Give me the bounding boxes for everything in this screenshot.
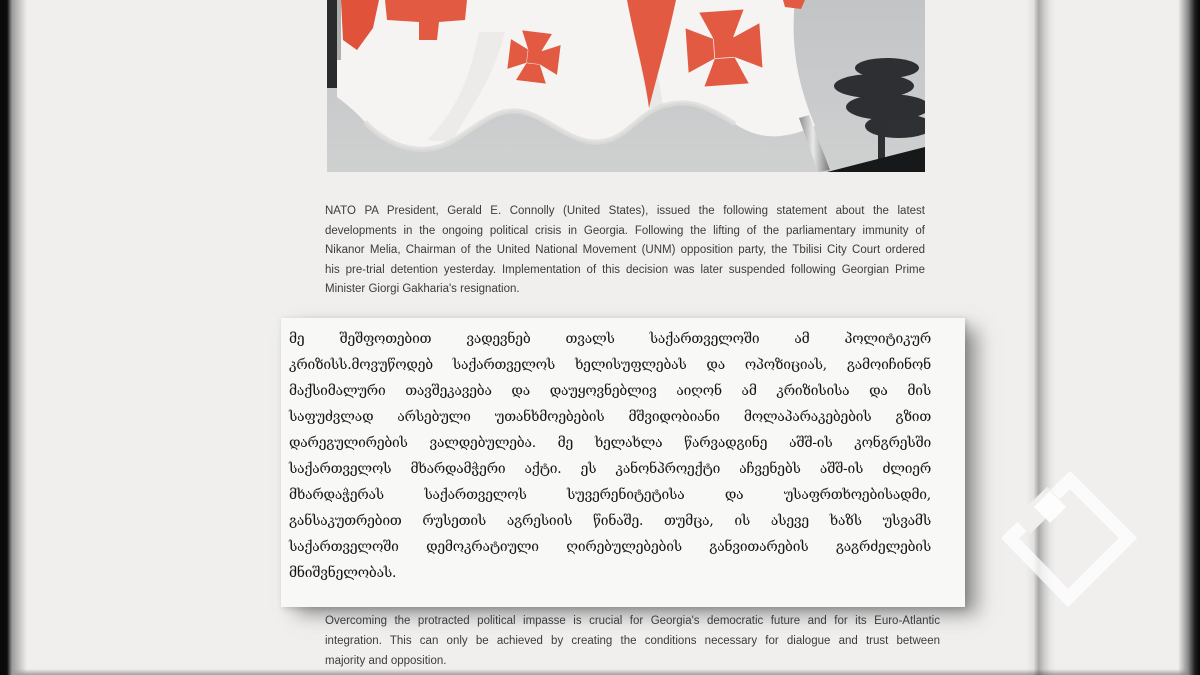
footer-line: integration. This can only be achieved by creating the conditions necessary for dialogue and trust between [325,635,940,647]
statement-line: განსაკუთრებით რუსეთის აგრესიის წინაშე. თუმცა, ის ასევე ხაზს უსვამს [289,513,931,529]
statement-line: დარეგულირების ვალდებულება. მე ხელახლა წარვადგინე აშშ-ის კონგრესში [289,435,931,451]
footer-line: Overcoming the protracted political impasse is crucial for Georgia's democratic future and for its Euro-Atlantic [325,615,940,627]
caption-line: Minister Giorgi Gakharia's resignation. [325,283,520,295]
photo-edge-dark-fade [337,0,341,60]
caption-line: NATO PA President, Gerald E. Connolly (United States), issued the following statement about the latest [325,205,925,217]
caption-line: Nikanor Melia, Chairman of the United National Movement (UNM) opposition party, the Tbilisi City Court ordered [325,244,925,256]
statement-line: საფუძვლად არსებული უთანხმოებების მშვიდობიანი მოლაპარაკებების გზით [289,409,931,425]
screen-edge-left [0,0,30,675]
statement-line: მაქსიმალური თავშეკავება და დაუყოვნებლივ აიღონ ამ კრიზისისა და მის [289,383,931,399]
photo-edge-dark-strip [327,0,337,88]
georgian-statement-card [281,318,965,607]
statement-line: მხარდაჭერას საქართველოს სუვერენიტეტისა და უსაფრთხოებისადმი, [289,487,931,503]
screen-edge-bottom [0,669,1200,675]
statement-line: კრიზისს.მოვუწოდებ საქართველოს ხელისუფლებას და ოპოზიციას, გამოიჩინონ [289,357,931,373]
statement-line: მე შეშფოთებით ვადევნებ თვალს საქართველოში ამ პოლიტიკურ [289,331,931,347]
flag-photo-graphic [327,0,925,172]
statement-line: საქართველოში დემოკრატიული ღირებულებების განვითარების გაგრძელების [289,539,931,555]
channel-logo-watermark [1002,472,1138,608]
caption-line: his pre-trial detention yesterday. Implementation of this decision was later suspended following Georgian Prime [325,263,925,276]
screen-edge-right [1178,0,1200,675]
caption-line: developments in the ongoing political crisis in Georgia. Following the lifting of the parliamentary immunity of [325,224,925,237]
article-caption [325,202,925,300]
footer-line: majority and opposition. [325,655,447,667]
georgian-statement-text [289,326,931,586]
georgian-flag-photo [327,0,925,172]
footer-paragraph [325,611,940,671]
diamond-outline-icon [1010,480,1128,598]
statement-line: საქართველოს მხარდამჭერი აქტი. ეს კანონპროექტი აჩვენებს აშშ-ის ძლიერ [289,461,931,477]
statement-line: მნიშვნელობას. [289,565,397,581]
